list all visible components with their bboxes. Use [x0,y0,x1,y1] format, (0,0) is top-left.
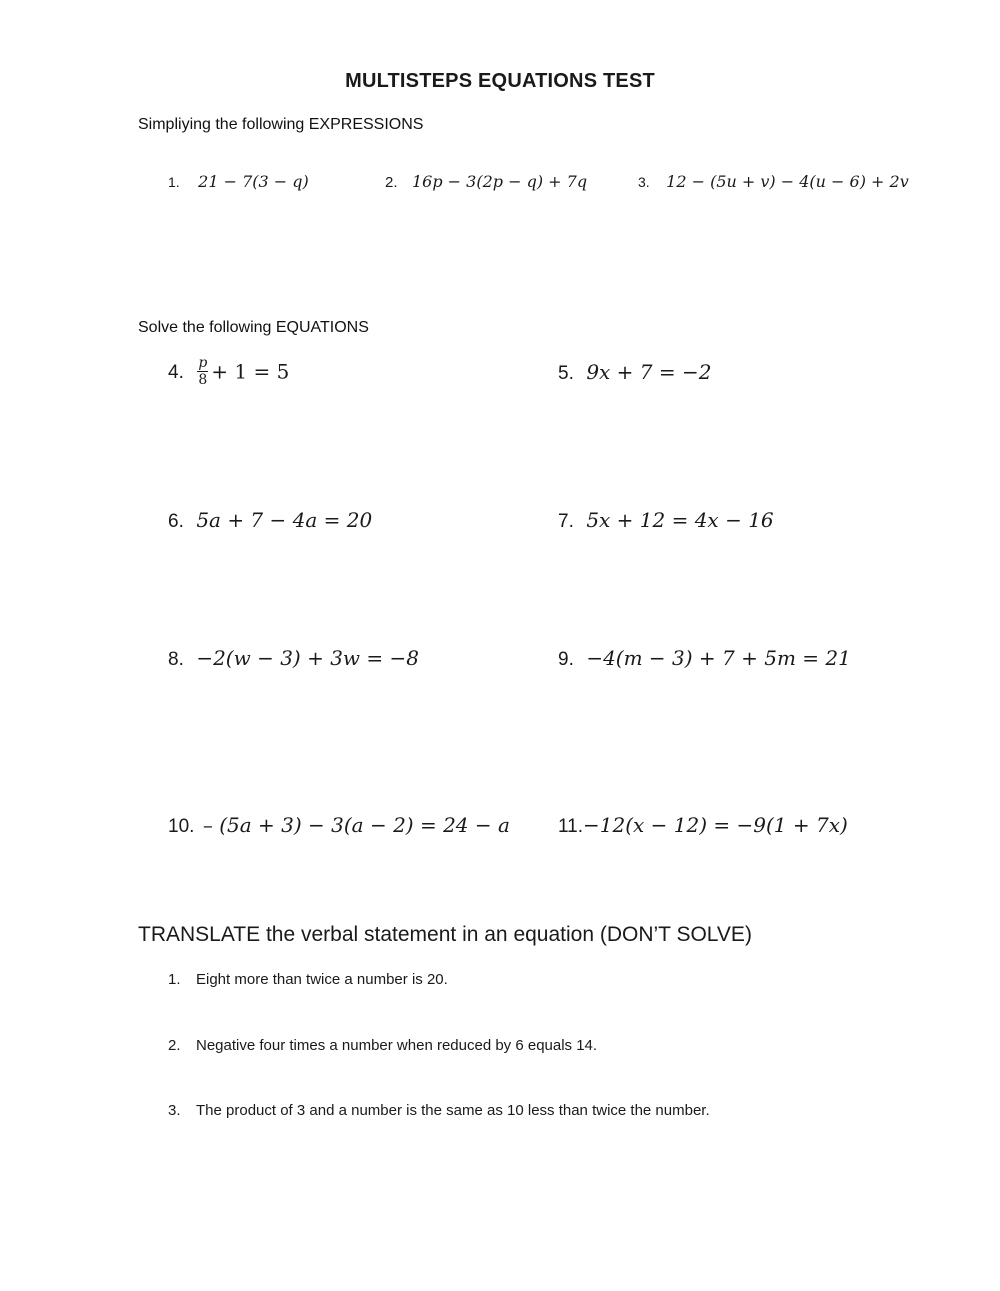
item-number: 5. [558,363,574,384]
equation: −12(x − 12) = −9(1 + 7x) [583,813,848,837]
item-number: 2. [385,174,398,191]
item-number: 11. [558,816,584,837]
equation-item-8 [168,646,419,671]
equation-item-6 [168,508,372,533]
translate-item-2 [168,1037,597,1054]
item-number: 3. [638,174,650,190]
item-number: 2. [168,1037,181,1054]
statement-text: Negative four times a number when reduced by 6 equals 14. [196,1037,598,1054]
equation-item-5 [558,360,711,385]
translate-item-1 [168,971,448,988]
expression: 21 − 7(3 − q) [198,172,309,191]
item-number: 1. [168,174,180,190]
expression-item-2 [385,172,587,192]
equations-heading: Solve the following EQUATIONS [138,319,369,336]
item-number: 4. [168,361,184,383]
item-number: 9. [558,649,574,670]
equation: 5a + 7 − 4a = 20 [196,508,373,532]
item-number: 1. [168,971,181,988]
equation-item-11 [558,813,848,838]
equation: – (5a + 3) − 3(a − 2) = 24 − a [202,813,510,837]
expression: 16p − 3(2p − q) + 7q [411,172,588,191]
translate-item-3 [168,1102,710,1119]
equation: 5x + 12 = 4x − 16 [586,508,774,532]
equation-item-10 [168,813,510,838]
item-number: 6. [168,511,184,532]
statement-text: The product of 3 and a number is the same as 10 less than twice the number. [196,1102,710,1119]
equation [194,355,290,388]
equation-rest: + 1 = 5 [211,359,290,384]
fraction-denominator: 8 [198,372,208,388]
equation-item-4 [168,356,289,387]
page-title: MULTISTEPS EQUATIONS TEST [345,70,655,92]
expressions-heading: Simpliying the following EXPRESSIONS [138,116,424,133]
translate-heading: TRANSLATE the verbal statement in an equation (DON’T SOLVE) [138,923,752,946]
equation-item-9 [558,646,851,671]
expression-item-3 [638,172,909,192]
item-number: 3. [168,1102,181,1119]
equation-item-7 [558,508,774,533]
item-number: 8. [168,649,184,670]
item-number: 7. [558,511,574,532]
equation: −2(w − 3) + 3w = −8 [196,646,419,670]
expression-item-1 [168,172,309,192]
equation: 9x + 7 = −2 [586,360,712,384]
item-number: 10. [168,816,195,837]
equation: −4(m − 3) + 7 + 5m = 21 [586,646,851,670]
expression: 12 − (5u + v) − 4(u − 6) + 2v [666,172,909,191]
fraction [197,356,208,387]
statement-text: Eight more than twice a number is 20. [196,971,448,988]
fraction-numerator: p [198,355,208,371]
